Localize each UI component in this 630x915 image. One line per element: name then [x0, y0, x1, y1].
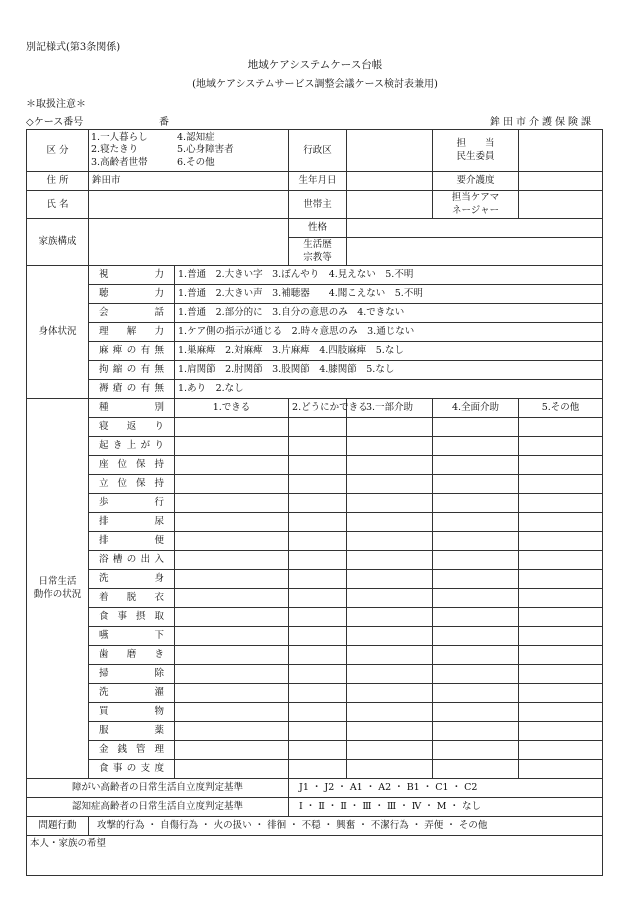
adl-cell[interactable] — [433, 741, 519, 760]
physical-item-options[interactable]: 1.普通 2.大きい字 3.ぼんやり 4.見えない 5.不明 — [175, 266, 603, 285]
shimei-label: 氏 名 — [27, 191, 89, 219]
adl-cell[interactable] — [289, 684, 347, 703]
adl-item-label: 立位保持 — [89, 475, 175, 494]
adl-cell[interactable] — [175, 532, 289, 551]
disability-standard-label: 障がい高齢者の日常生活自立度判定基準 — [27, 779, 289, 798]
jusho-label: 住 所 — [27, 172, 89, 191]
adl-cell[interactable] — [289, 532, 347, 551]
physical-row — [27, 285, 603, 304]
adl-cell[interactable] — [519, 456, 603, 475]
physical-item-label: 理解力 — [89, 323, 175, 342]
dementia-standard-label: 認知症高齢者の日常生活自立度判定基準 — [27, 798, 289, 817]
gyoseiku-label: 行政区 — [289, 130, 347, 172]
disability-standard-row — [27, 779, 603, 798]
adl-cell[interactable] — [347, 418, 433, 437]
adl-cell[interactable] — [175, 608, 289, 627]
adl-cell[interactable] — [175, 570, 289, 589]
adl-cell[interactable] — [519, 532, 603, 551]
adl-column-header: 3.一部介助 — [347, 399, 433, 418]
adl-cell[interactable] — [289, 627, 347, 646]
adl-cell[interactable] — [433, 608, 519, 627]
physical-item-label: 拘縮の有無 — [89, 361, 175, 380]
adl-cell[interactable] — [519, 627, 603, 646]
adl-cell[interactable] — [175, 646, 289, 665]
kubun-options — [89, 130, 289, 172]
adl-cell[interactable] — [175, 722, 289, 741]
adl-cell[interactable] — [519, 684, 603, 703]
adl-row — [27, 513, 603, 532]
adl-cell[interactable] — [175, 551, 289, 570]
physical-row — [27, 266, 603, 285]
adl-cell[interactable] — [433, 627, 519, 646]
adl-cell[interactable] — [289, 703, 347, 722]
adl-row — [27, 589, 603, 608]
adl-cell[interactable] — [289, 646, 347, 665]
seikatsureki-label: 生活歴 宗教等 — [289, 238, 347, 266]
dementia-standard-row — [27, 798, 603, 817]
setainushi-field[interactable] — [347, 191, 433, 219]
adl-row — [27, 437, 603, 456]
adl-cell[interactable] — [433, 646, 519, 665]
adl-cell[interactable] — [433, 475, 519, 494]
physical-row — [27, 380, 603, 399]
adl-cell[interactable] — [519, 722, 603, 741]
physical-item-options[interactable]: 1.肩関節 2.肘関節 3.股関節 4.膝関節 5.なし — [175, 361, 603, 380]
physical-row — [27, 361, 603, 380]
adl-cell[interactable] — [347, 532, 433, 551]
physical-row — [27, 342, 603, 361]
disability-standard-values[interactable]: J1 ・ J2 ・ A1 ・ A2 ・ B1 ・ C1 ・ C2 — [289, 779, 603, 798]
adl-item-label: 寝返り — [89, 418, 175, 437]
adl-cell[interactable] — [175, 589, 289, 608]
adl-cell[interactable] — [289, 418, 347, 437]
department-name: 鉾田市介護保険課 — [490, 117, 594, 128]
adl-item-label: 掃除 — [89, 665, 175, 684]
case-number-label: ◇ケース番号 — [26, 117, 84, 128]
adl-cell[interactable] — [175, 475, 289, 494]
adl-cell[interactable] — [519, 418, 603, 437]
physical-row — [27, 304, 603, 323]
adl-column-header: 5.その他 — [519, 399, 603, 418]
adl-cell[interactable] — [347, 760, 433, 779]
adl-cell[interactable] — [519, 665, 603, 684]
adl-cell[interactable] — [289, 589, 347, 608]
physical-item-options[interactable]: 1.普通 2.大きい声 3.補聴器 4.聞こえない 5.不明 — [175, 285, 603, 304]
adl-item-label: 排尿 — [89, 513, 175, 532]
adl-row — [27, 494, 603, 513]
kubun-option: 6.その他 — [177, 156, 215, 168]
physical-row — [27, 323, 603, 342]
adl-row — [27, 722, 603, 741]
adl-row — [27, 627, 603, 646]
adl-cell[interactable] — [519, 646, 603, 665]
physical-item-label: 視 力 — [89, 266, 175, 285]
adl-cell[interactable] — [347, 741, 433, 760]
adl-section-label: 日常生活 動作の状況 — [27, 399, 89, 779]
adl-cell[interactable] — [519, 589, 603, 608]
caremanager-field[interactable] — [519, 191, 603, 219]
adl-cell[interactable] — [347, 475, 433, 494]
adl-item-label: 排便 — [89, 532, 175, 551]
adl-cell[interactable] — [175, 494, 289, 513]
adl-cell[interactable] — [433, 532, 519, 551]
physical-item-label: 麻痺の有無 — [89, 342, 175, 361]
adl-cell[interactable] — [519, 494, 603, 513]
yokaigodo-label: 要介護度 — [433, 172, 519, 191]
adl-cell[interactable] — [289, 456, 347, 475]
adl-cell[interactable] — [289, 760, 347, 779]
adl-cell[interactable] — [433, 684, 519, 703]
adl-cell[interactable] — [347, 722, 433, 741]
adl-row — [27, 646, 603, 665]
seikatsureki-field[interactable] — [347, 238, 603, 266]
seikaku-field[interactable] — [347, 219, 603, 238]
tanto-field[interactable] — [519, 130, 603, 172]
adl-cell[interactable] — [289, 437, 347, 456]
adl-row — [27, 570, 603, 589]
seikaku-label: 性格 — [289, 219, 347, 238]
adl-row — [27, 551, 603, 570]
gyoseiku-field[interactable] — [347, 130, 433, 172]
adl-cell[interactable] — [519, 608, 603, 627]
adl-cell[interactable] — [175, 513, 289, 532]
adl-cell[interactable] — [289, 570, 347, 589]
kazoku-label: 家族構成 — [27, 219, 89, 266]
adl-item-label: 着脱衣 — [89, 589, 175, 608]
adl-cell[interactable] — [433, 513, 519, 532]
physical-item-label: 褥瘡の有無 — [89, 380, 175, 399]
kubun-option: 2.寝たきり — [91, 144, 139, 156]
adl-cell[interactable] — [347, 570, 433, 589]
tanto-label: 担 当 民生委員 — [433, 130, 519, 172]
adl-cell[interactable] — [433, 703, 519, 722]
adl-row — [27, 665, 603, 684]
adl-column-header: 4.全面介助 — [433, 399, 519, 418]
adl-cell[interactable] — [433, 570, 519, 589]
adl-cell[interactable] — [519, 513, 603, 532]
adl-item-label: 浴槽の出入 — [89, 551, 175, 570]
seinengappi-field[interactable] — [347, 172, 433, 191]
adl-column-header: 2.どうにかできる — [289, 399, 347, 418]
adl-cell[interactable] — [347, 437, 433, 456]
seinengappi-label: 生年月日 — [289, 172, 347, 191]
adl-item-label: 歯磨き — [89, 646, 175, 665]
adl-cell[interactable] — [289, 494, 347, 513]
adl-cell[interactable] — [347, 494, 433, 513]
adl-cell[interactable] — [289, 741, 347, 760]
adl-row — [27, 475, 603, 494]
adl-item-label: 座位保持 — [89, 456, 175, 475]
adl-cell[interactable] — [433, 494, 519, 513]
adl-cell[interactable] — [175, 760, 289, 779]
adl-cell[interactable] — [433, 437, 519, 456]
adl-cell[interactable] — [289, 475, 347, 494]
page-title: 地域ケアシステムケース台帳 — [247, 59, 383, 71]
kubun-option: 5.心身障害者 — [177, 144, 234, 156]
physical-item-label: 聴 力 — [89, 285, 175, 304]
adl-cell[interactable] — [347, 551, 433, 570]
physical-item-options[interactable]: 1.普通 2.部分的に 3.自分の意思のみ 4.できない — [175, 304, 603, 323]
adl-row — [27, 703, 603, 722]
kubun-option: 3.高齢者世帯 — [91, 156, 148, 168]
adl-row — [27, 456, 603, 475]
adl-cell[interactable] — [433, 551, 519, 570]
handling-note: ＊取扱注意＊ — [26, 99, 86, 110]
adl-cell[interactable] — [519, 741, 603, 760]
adl-cell[interactable] — [519, 760, 603, 779]
adl-item-label: 食事の支度 — [89, 760, 175, 779]
table-body — [27, 130, 603, 876]
physical-item-options[interactable]: 1.あり 2.なし — [175, 380, 603, 399]
adl-header-row — [27, 399, 603, 418]
adl-cell[interactable] — [433, 665, 519, 684]
adl-row — [27, 760, 603, 779]
adl-item-label: 嚥下 — [89, 627, 175, 646]
adl-cell[interactable] — [347, 646, 433, 665]
wishes-field[interactable]: 本人・家族の希望 — [27, 836, 603, 876]
kubun-label: 区 分 — [27, 130, 89, 172]
adl-cell[interactable] — [289, 665, 347, 684]
adl-item-label: 洗身 — [89, 570, 175, 589]
physical-item-options[interactable]: 1.ケア側の指示が通じる 2.時々意思のみ 3.通じない — [175, 323, 603, 342]
behavior-values[interactable]: 攻撃的行為 ・ 自傷行為 ・ 火の扱い ・ 徘徊 ・ 不穏 ・ 興奮 ・ 不潔行為 ・ 弄便 ・ その他 — [89, 817, 603, 836]
adl-cell[interactable] — [175, 684, 289, 703]
adl-item-label: 買物 — [89, 703, 175, 722]
adl-row — [27, 608, 603, 627]
adl-cell[interactable] — [289, 551, 347, 570]
adl-cell[interactable] — [289, 513, 347, 532]
adl-cell[interactable] — [175, 665, 289, 684]
adl-item-label: 食事摂取 — [89, 608, 175, 627]
adl-cell[interactable] — [519, 703, 603, 722]
adl-cell[interactable] — [433, 589, 519, 608]
adl-row — [27, 684, 603, 703]
adl-header-label: 種 別 — [89, 399, 175, 418]
kubun-option: 4.認知症 — [177, 131, 215, 143]
physical-item-options[interactable]: 1.巣麻痺 2.対麻痺 3.片麻痺 4.四肢麻痺 5.なし — [175, 342, 603, 361]
adl-cell[interactable] — [175, 418, 289, 437]
behavior-row — [27, 817, 603, 836]
adl-cell[interactable] — [347, 608, 433, 627]
adl-row — [27, 418, 603, 437]
caremanager-label: 担当ケアマ ネージャー — [433, 191, 519, 219]
adl-cell[interactable] — [289, 608, 347, 627]
adl-cell[interactable] — [289, 722, 347, 741]
kubun-option: 1.一人暮らし — [91, 131, 148, 143]
adl-column-header: 1.できる — [175, 399, 289, 418]
page-subtitle: (地域ケアシステムサービス調整会議ケース検討表兼用) — [192, 79, 438, 90]
adl-cell[interactable] — [519, 437, 603, 456]
adl-cell[interactable] — [433, 760, 519, 779]
shimei-field[interactable] — [89, 191, 289, 219]
jusho-field[interactable]: 鉾田市 — [89, 172, 289, 191]
adl-item-label: 歩行 — [89, 494, 175, 513]
adl-cell[interactable] — [433, 722, 519, 741]
adl-cell[interactable] — [175, 437, 289, 456]
adl-cell[interactable] — [175, 703, 289, 722]
adl-cell[interactable] — [347, 513, 433, 532]
case-ledger-table — [26, 129, 603, 876]
yokaigodo-field[interactable] — [519, 172, 603, 191]
adl-cell[interactable] — [175, 741, 289, 760]
adl-item-label: 金銭管理 — [89, 741, 175, 760]
wishes-row — [27, 836, 603, 876]
adl-cell[interactable] — [175, 627, 289, 646]
adl-cell[interactable] — [347, 456, 433, 475]
adl-item-label: 起き上がり — [89, 437, 175, 456]
adl-item-label: 洗濯 — [89, 684, 175, 703]
adl-cell[interactable] — [433, 418, 519, 437]
physical-item-label: 会 話 — [89, 304, 175, 323]
adl-cell[interactable] — [433, 456, 519, 475]
physical-section-label: 身体状況 — [27, 266, 89, 399]
setainushi-label: 世帯主 — [289, 191, 347, 219]
form-label: 別記様式(第3条関係) — [26, 42, 121, 53]
adl-cell[interactable] — [519, 475, 603, 494]
adl-cell[interactable] — [519, 551, 603, 570]
adl-cell[interactable] — [347, 703, 433, 722]
adl-cell[interactable] — [347, 627, 433, 646]
dementia-standard-values[interactable]: Ⅰ ・ Ⅱ ・ Ⅱ ・ Ⅲ ・ Ⅲ ・ Ⅳ ・ M ・ なし — [289, 798, 603, 817]
adl-cell[interactable] — [347, 589, 433, 608]
adl-cell[interactable] — [347, 665, 433, 684]
behavior-label: 問題行動 — [27, 817, 89, 836]
kazoku-field[interactable] — [89, 219, 289, 266]
adl-cell[interactable] — [519, 570, 603, 589]
adl-item-label: 服薬 — [89, 722, 175, 741]
adl-row — [27, 741, 603, 760]
case-number-suffix: 番 — [159, 117, 169, 128]
adl-row — [27, 532, 603, 551]
adl-cell[interactable] — [347, 684, 433, 703]
adl-cell[interactable] — [175, 456, 289, 475]
